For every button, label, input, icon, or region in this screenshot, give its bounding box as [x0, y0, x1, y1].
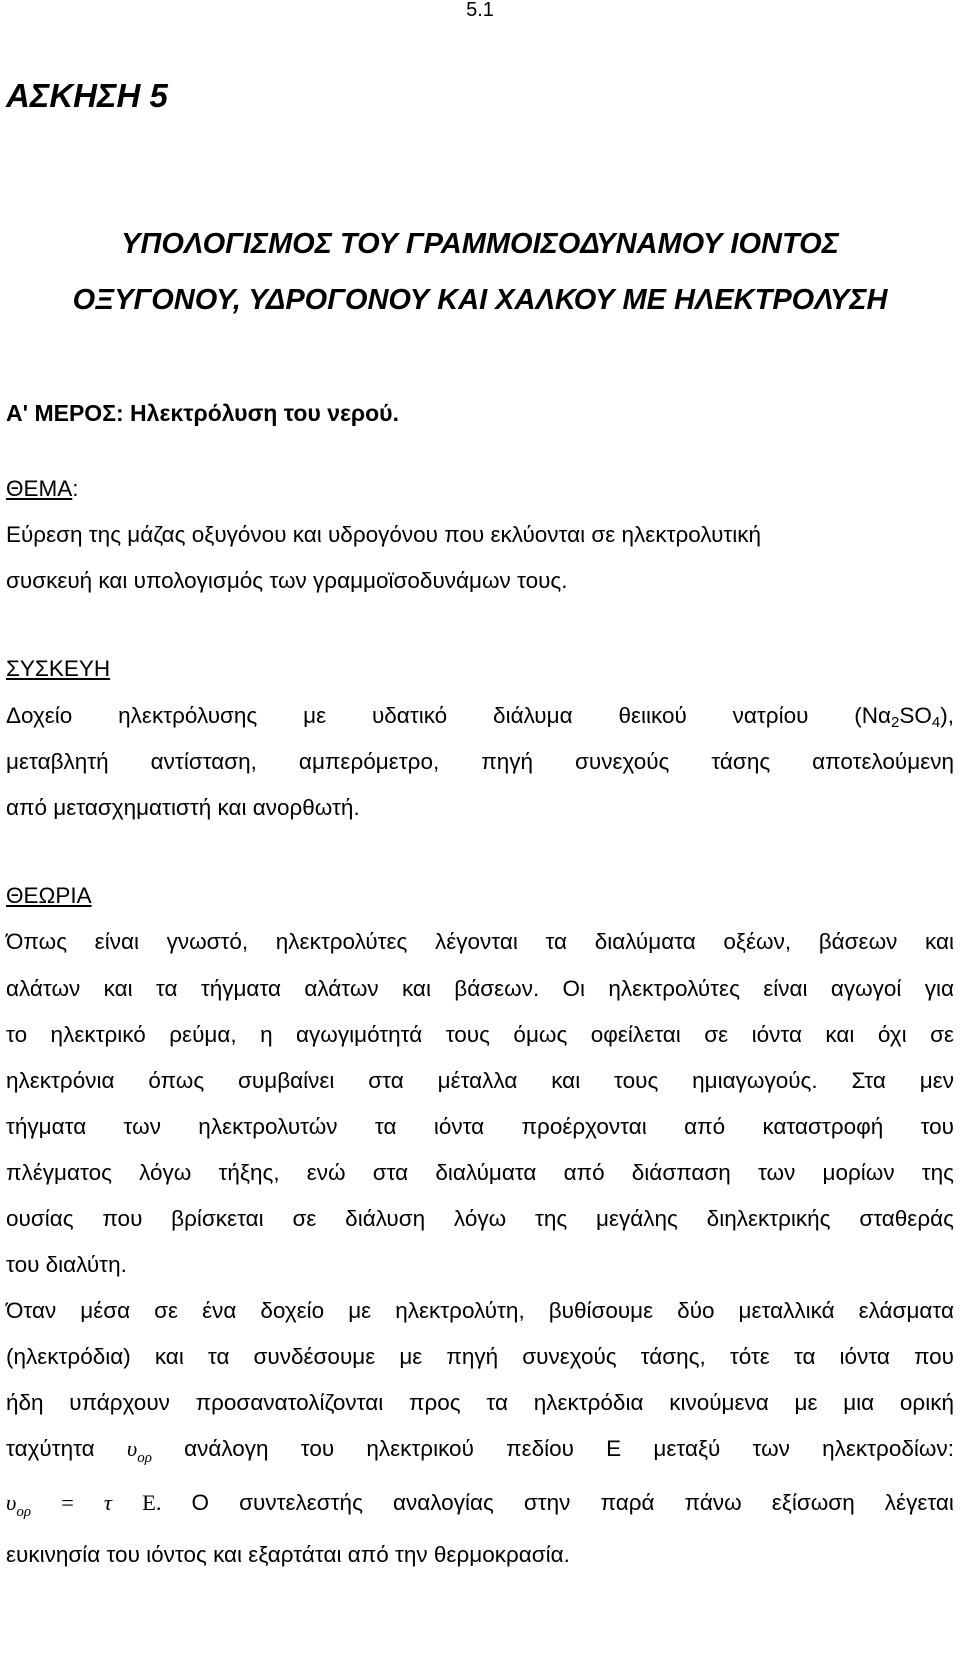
equation-line [6, 1488, 954, 1527]
exercise-title: ΑΣΚΗΣΗ 5 [6, 77, 168, 114]
theoria-p2-line-1: Όταν μέσα σε ένα δοχείο με ηλεκτρολύτη, βυθίσουμε δύο μεταλλικά ελάσματα [6, 1298, 954, 1323]
theoria-p1-line-3: το ηλεκτρικό ρεύμα, η αγωγιμότητά τους όμως οφείλεται σε ιόντα και όχι σε [6, 1022, 954, 1047]
syskeui-line-1 [6, 701, 954, 731]
theoria-p2-line-3: ήδη υπάρχουν προσανατολίζονται προς τα ηλεκτρόδια κινούμενα με μια ορική [6, 1390, 954, 1415]
theoria-p1-line-5: τήγματα των ηλεκτρολυτών τα ιόντα προέρχονται από καταστροφή του [6, 1114, 954, 1139]
thema-colon: : [72, 476, 79, 501]
syskeui-line-2: μεταβλητή αντίσταση, αμπερόμετρο, πηγή συνεχούς τάσης αποτελούμενη [6, 749, 954, 774]
equation: $\upsilon_{o\rho} = \tau$ Ε. [6, 1490, 162, 1520]
subtitle-line-1: ΥΠΟΛΟΓΙΣΜΟΣ ΤΟΥ ΓΡΑΜΜΟΙΣΟΔΥΝΑΜΟΥ ΙΟΝΤΟΣ [121, 228, 839, 260]
velocity-line-start: ταχύτητα [6, 1436, 95, 1461]
subtitle-line-2: ΟΞΥΓΟΝΟΥ, ΥΔΡΟΓΟΝΟΥ ΚΑΙ ΧΑΛΚΟΥ ΜΕ ΗΛΕΚΤΡΟΛΥΣΗ [72, 284, 888, 316]
velocity-symbol: $\upsilon_{o\rho}$ [126, 1436, 152, 1466]
theoria-p1-line-8: του διαλύτη. [6, 1252, 127, 1277]
theoria-p2-line-2: (ηλεκτρόδια) και τα συνδέσουμε με πηγή συνεχούς τάσης, τότε τα ιόντα που [6, 1344, 954, 1369]
velocity-line [6, 1434, 954, 1473]
syskeui-line-1-text: Δοχείο ηλεκτρόλυσης με υδατικό διάλυμα θειικού νατρίου (Να [6, 703, 892, 728]
formula-subscript-2: 2 [891, 714, 900, 731]
syskeui-label: ΣΥΣΚΕΥΗ [6, 656, 111, 681]
theoria-p1-line-1: Όπως είναι γνωστό, ηλεκτρολύτες λέγονται τα διαλύματα οξέων, βάσεων και [6, 929, 954, 954]
formula-subscript-4: 4 [931, 714, 941, 731]
page-number: 5.1 [466, 0, 494, 21]
thema-line-2: συσκευή και υπολογισμός των γραμμοϊσοδυνάμων τους. [6, 568, 568, 593]
thema-label: ΘΕΜΑ [6, 476, 73, 501]
formula-so: SO [899, 703, 932, 728]
theoria-last-line: ευκινησία του ιόντος και εξαρτάται από την θερμοκρασία. [6, 1542, 570, 1567]
part-heading: Α' ΜΕΡΟΣ: Ηλεκτρόλυση του νερού. [6, 400, 399, 426]
velocity-line-end: ανάλογη του ηλεκτρικού πεδίου Ε μεταξύ των ηλεκτροδίων: [184, 1436, 954, 1461]
thema-heading [6, 474, 954, 504]
theoria-p1-line-6: πλέγματος λόγω τήξης, ενώ στα διαλύματα από διάσπαση των μορίων της [6, 1160, 954, 1185]
theoria-heading [6, 881, 954, 911]
theoria-p1-line-7: ουσίας που βρίσκεται σε διάλυση λόγω της μεγάλης διηλεκτρικής σταθεράς [6, 1206, 954, 1231]
theoria-p1-line-4: ηλεκτρόνια όπως συμβαίνει στα μέταλλα και τους ημιαγωγούς. Στα μεν [6, 1068, 954, 1093]
thema-line-1: Εύρεση της μάζας οξυγόνου και υδρογόνου που εκλύονται σε ηλεκτρολυτική [6, 522, 762, 547]
equation-text: Ο συντελεστής αναλογίας στην παρά πάνω εξίσωση λέγεται [191, 1490, 954, 1515]
theoria-p1-line-2: αλάτων και τα τήγματα αλάτων και βάσεων. Οι ηλεκτρολύτες είναι αγωγοί για [6, 976, 954, 1001]
syskeui-heading [6, 654, 954, 684]
theoria-label: ΘΕΩΡΙΑ [6, 883, 92, 908]
syskeui-line-3: από μετασχηματιστή και ανορθωτή. [6, 795, 360, 820]
formula-close: ), [940, 703, 954, 728]
